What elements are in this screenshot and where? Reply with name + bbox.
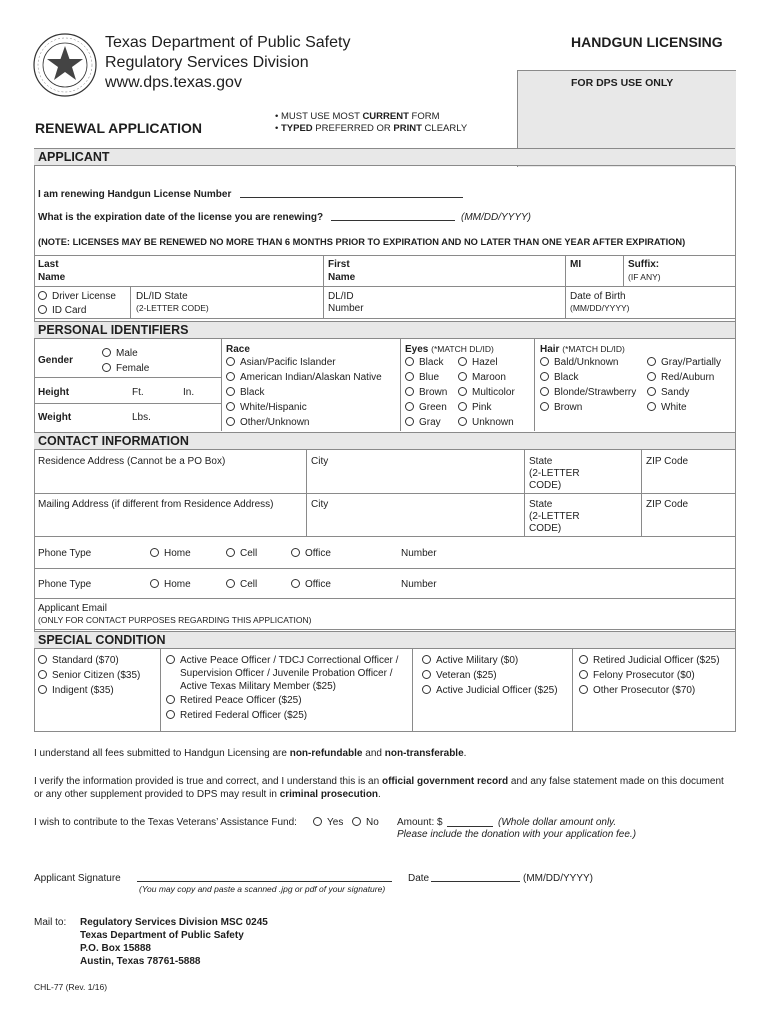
program-title: HANDGUN LICENSING [571,34,723,50]
eyes-label: Eyes (*MATCH DL/ID) [405,344,494,355]
phone2-number-label: Number [401,579,437,590]
condition-text: Active Texas Military Member ($25) [180,681,336,692]
height-label: Height [38,387,70,398]
last-name-label-2: Name [38,272,66,283]
hair-label: Hair (*MATCH DL/ID) [540,344,625,355]
weight-label: Weight [38,412,72,423]
residence-state-label-3: CODE) [529,480,562,491]
height-ft-label: Ft. [132,387,144,398]
residence-city-label: City [311,456,329,467]
hair-option[interactable]: Blonde/Strawberry [540,387,636,398]
condition-text: Supervision Officer / Juvenile Probation Officer / [180,668,393,679]
mailing-zip-label: ZIP Code [646,499,689,510]
signature-label: Applicant Signature [34,873,121,884]
eyes-option[interactable]: Black [405,357,443,368]
dl-id-label: DL/ID [328,291,354,302]
phone2-office-radio[interactable]: Office [291,579,331,590]
section-contact-information: CONTACT INFORMATION [34,432,735,450]
date-field[interactable] [431,881,520,882]
amount-note-2: Please include the donation with your application fee.) [397,829,637,840]
race-option[interactable]: White/Hispanic [226,402,307,413]
mail-to-label: Mail to: [34,917,67,928]
mi-label: MI [570,259,582,270]
instruction-typed: • TYPED PREFERRED OR PRINT CLEARLY [275,123,468,134]
veterans-fund-label: I wish to contribute to the Texas Veterans’ Assistance Fund: [34,817,297,828]
hair-option[interactable]: White [647,402,687,413]
hair-option[interactable]: Bald/Unknown [540,357,618,368]
eyes-option[interactable]: Maroon [458,372,506,383]
section-applicant: APPLICANT [34,148,735,166]
phone-cell-radio[interactable]: Cell [226,548,257,559]
amount-label: Amount: $ [397,817,443,828]
form-title: RENEWAL APPLICATION [35,120,202,136]
condition-option[interactable]: Retired Federal Officer ($25) [166,710,307,721]
race-label: Race [226,344,250,355]
id-card-radio[interactable]: ID Card [38,305,86,316]
hair-option[interactable]: Brown [540,402,582,413]
form-id: CHL-77 (Rev. 1/16) [34,982,108,992]
phone-office-radio[interactable]: Office [291,548,331,559]
race-option[interactable]: Black [226,387,264,398]
amount-note: (Whole dollar amount only. [498,817,617,828]
seal-icon [32,32,98,98]
last-name-label: Last [38,259,59,270]
license-number-field[interactable] [240,197,463,198]
condition-option[interactable]: Active Peace Officer / TDCJ Correctional Officer / [166,655,398,666]
header-website[interactable]: www.dps.texas.gov [105,74,242,91]
mailing-city-label: City [311,499,329,510]
section-personal-identifiers: PERSONAL IDENTIFIERS [34,321,735,339]
license-number-label: I am renewing Handgun License Number [38,189,232,200]
amount-field[interactable] [447,826,493,827]
weight-lbs-label: Lbs. [132,412,151,423]
email-label: Applicant Email [38,603,107,614]
phone-type-label: Phone Type [38,548,92,559]
condition-option[interactable]: Standard ($70) [38,655,119,666]
hair-option[interactable]: Sandy [647,387,689,398]
first-name-label: First [328,259,350,270]
mailing-state-label-3: CODE) [529,523,562,534]
signature-note: (You may copy and paste a scanned .jpg or pdf of your signature) [139,884,386,894]
hair-option[interactable]: Red/Auburn [647,372,714,383]
mailing-address-label: Mailing Address (if different from Residence Address) [38,499,274,510]
mail-address-line: Texas Department of Public Safety [80,930,244,941]
residence-zip-label: ZIP Code [646,456,689,467]
eyes-option[interactable]: Pink [458,402,491,413]
female-radio[interactable]: Female [102,363,149,374]
phone-home-radio[interactable]: Home [150,548,191,559]
suffix-label: Suffix: [628,259,660,270]
driver-license-radio[interactable]: Driver License [38,291,116,302]
race-option[interactable]: Asian/Pacific Islander [226,357,336,368]
first-name-label-2: Name [328,272,356,283]
signature-field[interactable] [137,881,392,882]
dl-number-label: Number [328,303,364,314]
instruction-current-form: • MUST USE MOST CURRENT FORM [275,111,440,122]
residence-state-label: State [529,456,553,467]
dps-use-label: FOR DPS USE ONLY [571,77,674,89]
eyes-option[interactable]: Unknown [458,417,514,428]
condition-option[interactable]: Active Judicial Officer ($25) [422,685,558,696]
contribute-no-radio[interactable]: No [352,817,379,828]
dob-label: Date of Birth [570,291,626,302]
mail-address-line: P.O. Box 15888 [80,943,151,954]
date-label: Date [408,873,430,884]
dl-state-label: DL/ID State [136,291,188,302]
mail-address-line: Regulatory Services Division MSC 0245 [80,917,268,928]
eyes-option[interactable]: Hazel [458,357,498,368]
eyes-option[interactable]: Gray [405,417,441,428]
renewal-note: (NOTE: LICENSES MAY BE RENEWED NO MORE THAN 6 MONTHS PRIOR TO EXPIRATION AND NO LATER THAN ONE YEAR AFTER EXPIRATION) [38,237,686,247]
verify-statement: I verify the information provided is true and correct, and I understand this is an official government record and any false statement made on this document [34,776,724,787]
hair-option[interactable]: Gray/Partially [647,357,721,368]
contribute-yes-radio[interactable]: Yes [313,817,343,828]
eyes-option[interactable]: Green [405,402,447,413]
phone-number-label: Number [401,548,437,559]
expiration-field[interactable] [331,220,455,221]
phone2-home-radio[interactable]: Home [150,579,191,590]
residence-state-label-2: (2-LETTER [529,468,580,479]
verify-statement-2: or any other supplement provided to DPS may result in criminal prosecution. [34,789,381,800]
race-option[interactable]: Other/Unknown [226,417,309,428]
gender-label: Gender [38,355,74,366]
condition-option[interactable]: Indigent ($35) [38,685,114,696]
header-department: Texas Department of Public Safety [105,34,351,51]
eyes-option[interactable]: Blue [405,372,439,383]
condition-option[interactable]: Other Prosecutor ($70) [579,685,695,696]
eyes-option[interactable]: Brown [405,387,447,398]
phone-type-label-2: Phone Type [38,579,92,590]
mail-address-line: Austin, Texas 78761-5888 [80,956,201,967]
condition-option[interactable]: Veteran ($25) [422,670,497,681]
header-division: Regulatory Services Division [105,54,309,71]
condition-option[interactable]: Retired Judicial Officer ($25) [579,655,720,666]
condition-option[interactable]: Active Military ($0) [422,655,518,666]
section-special-condition: SPECIAL CONDITION [34,631,735,649]
fees-statement: I understand all fees submitted to Handgun Licensing are non-refundable and non-transferable. [34,748,467,759]
mailing-state-label: State [529,499,553,510]
expiration-label: What is the expiration date of the license you are renewing? [38,212,324,223]
condition-option[interactable]: Retired Peace Officer ($25) [166,695,302,706]
phone2-cell-radio[interactable]: Cell [226,579,257,590]
condition-option[interactable]: Senior Citizen ($35) [38,670,140,681]
residence-address-label: Residence Address (Cannot be a PO Box) [38,456,226,467]
height-in-label: In. [183,387,195,398]
condition-option[interactable]: Felony Prosecutor ($0) [579,670,695,681]
hair-option[interactable]: Black [540,372,578,383]
date-format: (MM/DD/YYYY) [523,873,593,884]
race-option[interactable]: American Indian/Alaskan Native [226,372,382,383]
mailing-state-label-2: (2-LETTER [529,511,580,522]
email-note: (ONLY FOR CONTACT PURPOSES REGARDING THIS APPLICATION) [38,615,312,625]
suffix-note: (IF ANY) [628,272,661,282]
expiration-format: (MM/DD/YYYY) [461,212,531,223]
male-radio[interactable]: Male [102,348,138,359]
dob-format: (MM/DD/YYYY) [570,303,630,313]
dl-state-note: (2-LETTER CODE) [136,303,209,313]
eyes-option[interactable]: Multicolor [458,387,515,398]
